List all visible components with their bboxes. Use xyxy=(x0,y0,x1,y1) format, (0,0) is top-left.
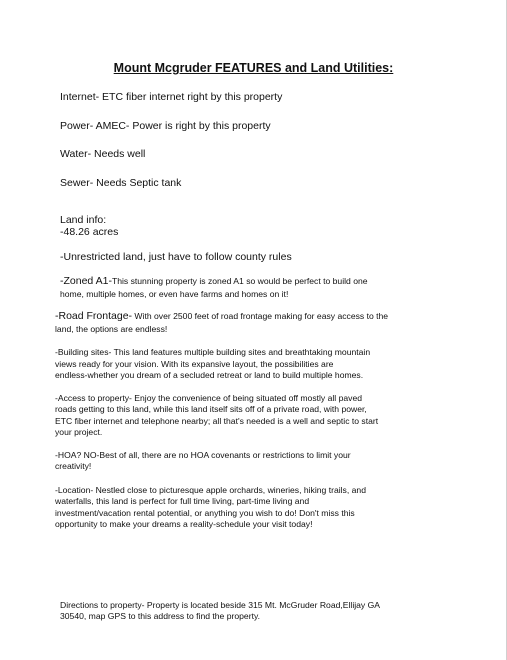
road-frontage-lead: -Road Frontage- xyxy=(55,310,133,322)
hoa-line-2: creativity! xyxy=(55,461,92,471)
internet-line: Internet- ETC fiber internet right by this property xyxy=(60,91,283,103)
land-info-label: Land info: xyxy=(60,214,107,226)
unrestricted-line: -Unrestricted land, just have to follow county rules xyxy=(60,251,292,263)
acres-line: -48.26 acres xyxy=(60,226,119,238)
road-frontage-line-1 xyxy=(55,311,388,322)
directions-line-2: 30540, map GPS to this address to find the property. xyxy=(60,611,260,621)
location-line-2: waterfalls, this land is perfect for full time living, part-time living and xyxy=(55,496,310,506)
building-sites-line-3: endless-whether you dream of a secluded retreat or land to build multiple homes. xyxy=(55,370,364,380)
power-line: Power- AMEC- Power is right by this property xyxy=(60,120,271,132)
zoned-text-1: This stunning property is zoned A1 so would be perfect to build one xyxy=(111,276,368,286)
zoned-line-1 xyxy=(60,276,368,287)
directions-line-1: Directions to property- Property is located beside 315 Mt. McGruder Road,Ellijay GA xyxy=(60,600,381,610)
location-line-3: investment/vacation rental potential, or anything you wish to do! Don't miss this xyxy=(55,508,355,518)
location-line-1: -Location- Nestled close to picturesque apple orchards, wineries, hiking trails, and xyxy=(55,485,366,495)
location-line-4: opportunity to make your dreams a reality-schedule your visit today! xyxy=(55,519,313,529)
building-sites-line-2: views ready for your vision. With its expansive layout, the possibilities are xyxy=(55,359,334,369)
building-sites-line-1: -Building sites- This land features multiple building sites and breathtaking mountain xyxy=(55,347,371,357)
zoned-lead: -Zoned A1- xyxy=(60,275,112,287)
road-frontage-line-2: land, the options are endless! xyxy=(55,324,168,334)
access-line-1: -Access to property- Enjoy the convenience of being situated off mostly all paved xyxy=(55,393,362,403)
water-line: Water- Needs well xyxy=(60,148,146,160)
access-line-2: roads getting to this land, while this land itself sits off of a private road, with power, xyxy=(55,404,367,414)
zoned-line-2: home, multiple homes, or even have farms and homes on it! xyxy=(60,289,289,299)
road-frontage-text-1: With over 2500 feet of road frontage making for easy access to the xyxy=(132,311,389,321)
sewer-line: Sewer- Needs Septic tank xyxy=(60,177,182,189)
document-title: Mount Mcgruder FEATURES and Land Utilities: xyxy=(113,61,394,75)
hoa-line-1: -HOA? NO-Best of all, there are no HOA covenants or restrictions to limit your xyxy=(55,450,351,460)
access-line-3: ETC fiber internet and telephone nearby; all that's needed is a well and septic to start xyxy=(55,416,379,426)
access-line-4: your project. xyxy=(55,427,103,437)
